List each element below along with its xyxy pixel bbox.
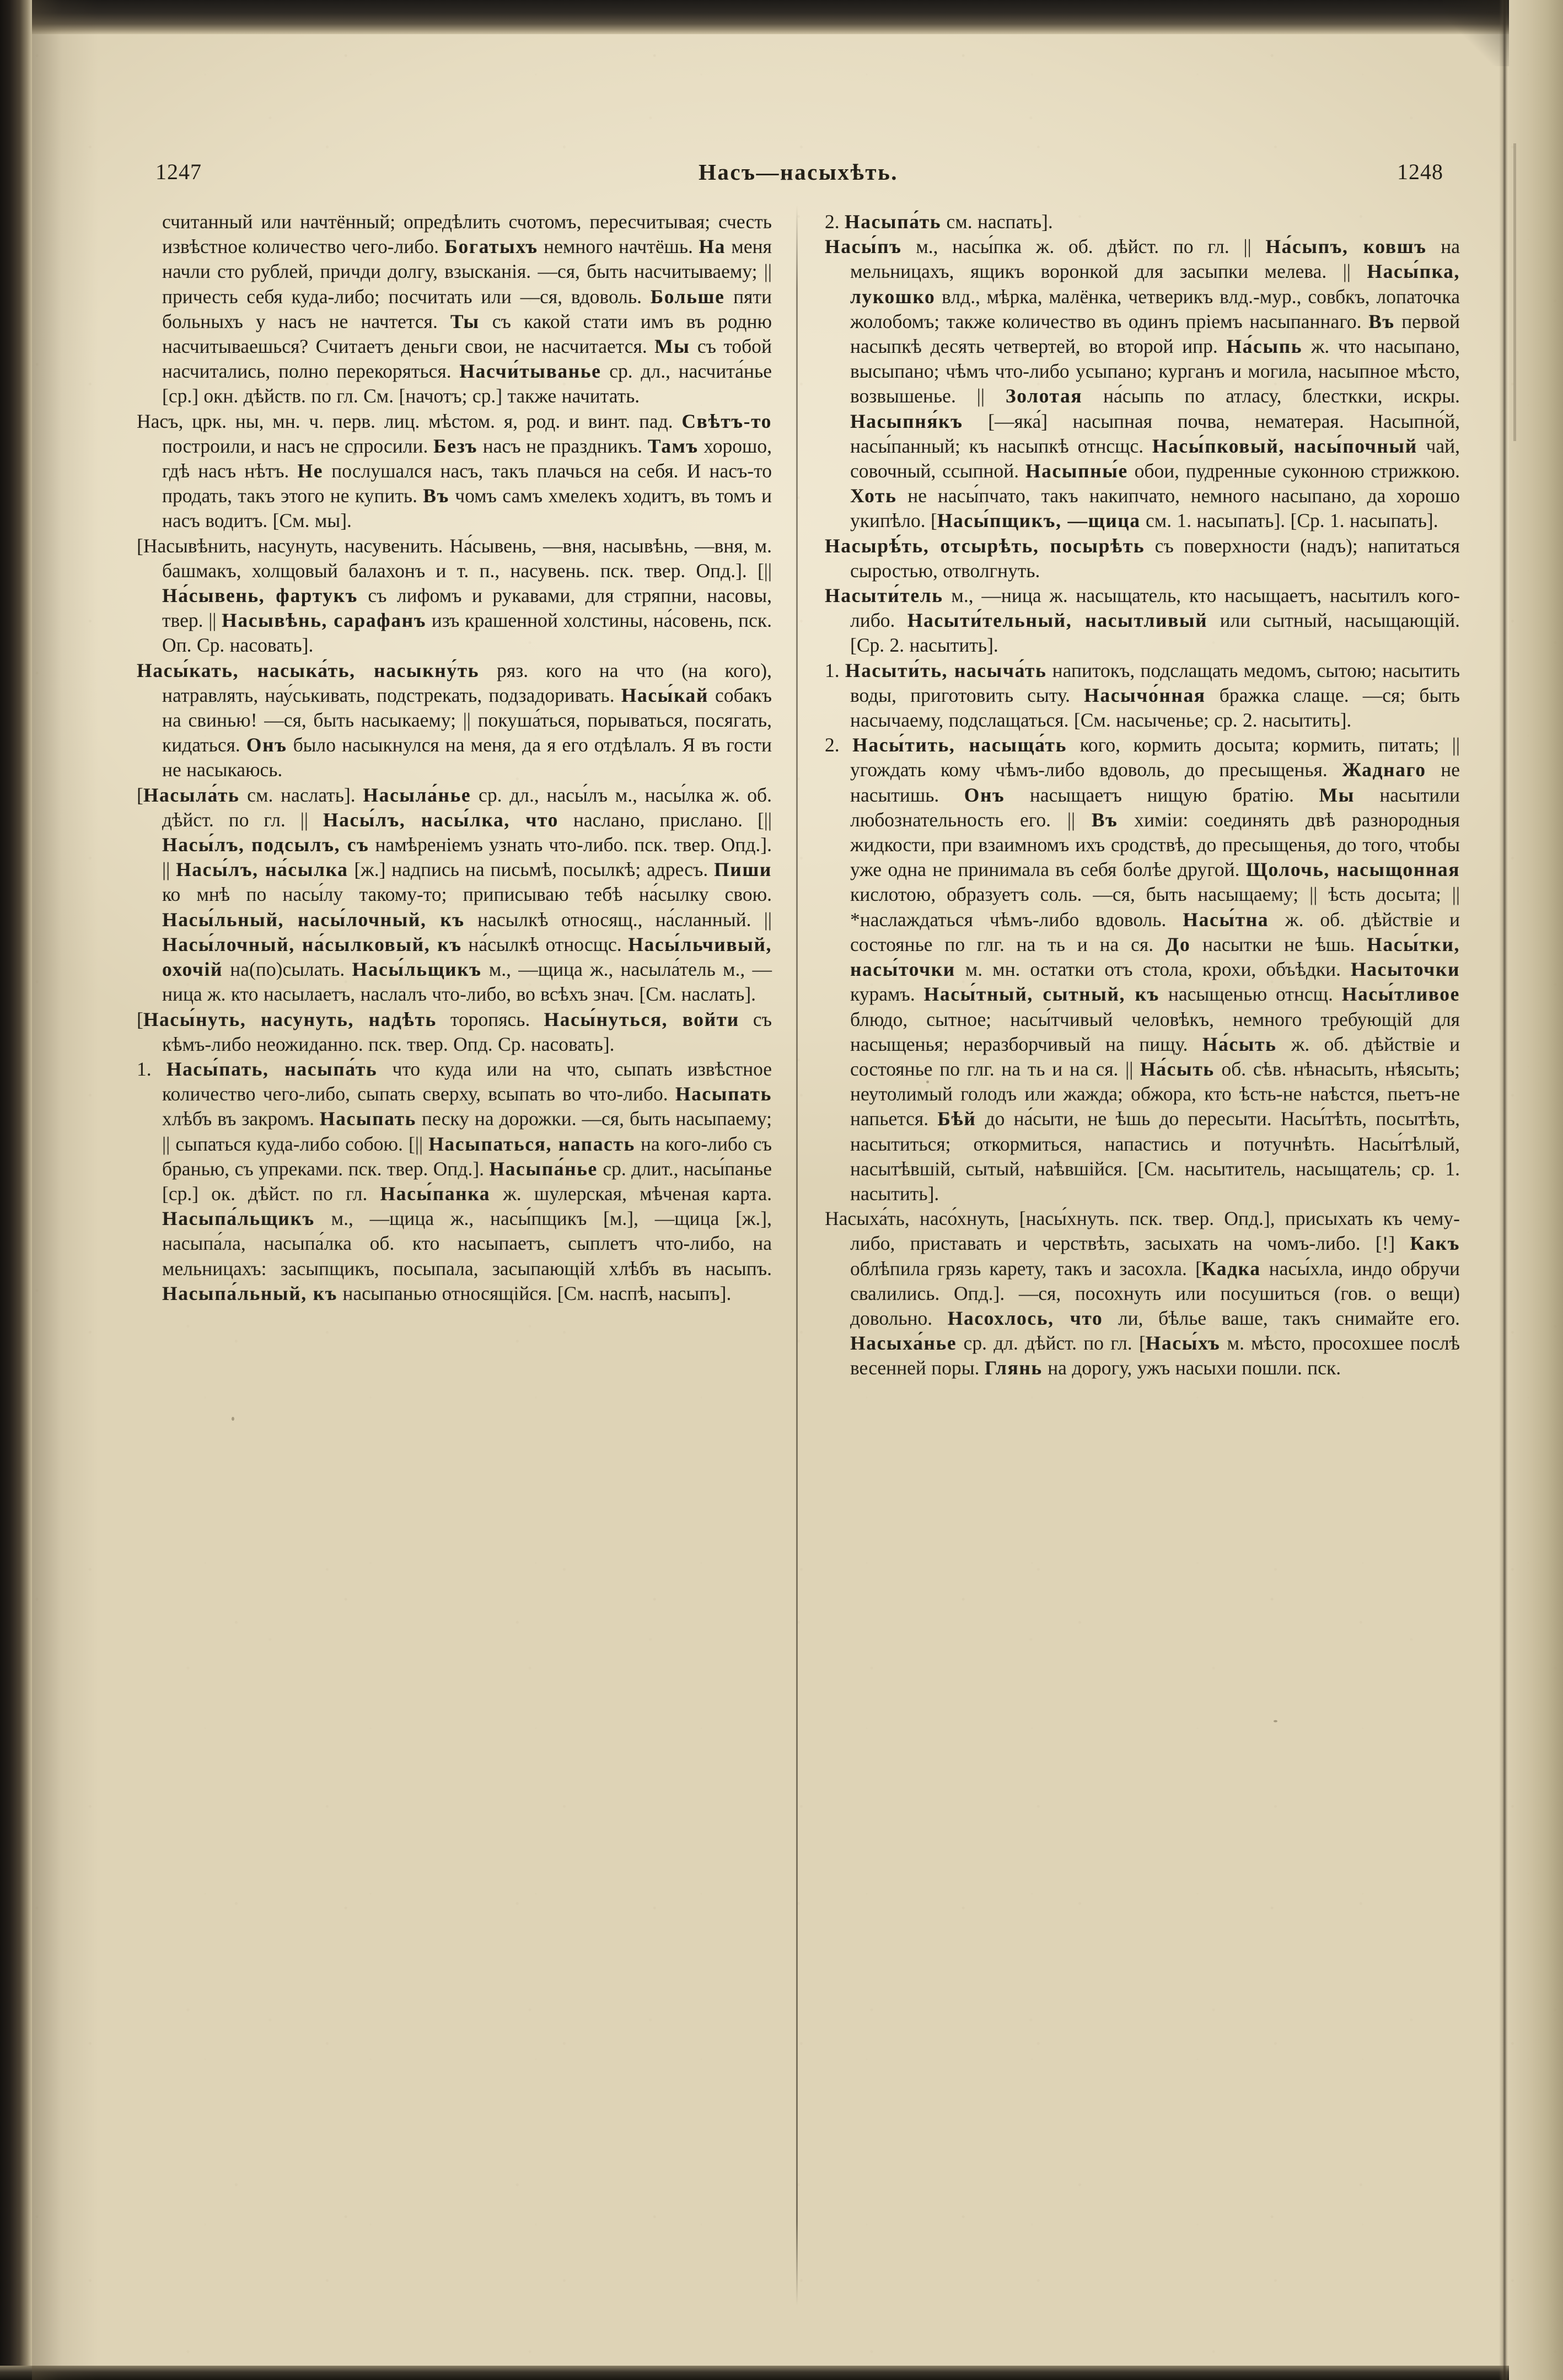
left-column — [137, 209, 772, 1381]
gutter-shadow-left — [32, 0, 98, 2380]
page-corner-shadow — [1443, 0, 1509, 66]
book-fore-edge — [1509, 0, 1563, 2380]
dictionary-entry: [Насыла́ть см. наслать]. Насыла́нье ср. дл., насы́лъ м., насы́лка ж. об. дѣйст. по гл. || Насы́лъ, насы́лка, что наслано, прислано. [|| Насы́лъ, подсылъ, съ намѣреніемъ узнать что-либо. пск. твер. Опд.]. || Насы́лъ, на́сылка [ж.] надпись на письмѣ, посылкѣ; адресъ. Пиши ко мнѣ по насы́лу такому-то; приписываю тебѣ на́сылку свою. Насы́льный, насы́лочный, къ насылкѣ относящ., на́сланный. || Насы́лочный, на́сылковый, къ на́сылкѣ относщс. Насы́льчивый, охочій на(по)сылать. Насы́льщикъ м., —щица ж., насыла́тель м., —ница ж. кто насылаетъ, наслалъ что-либо, во всѣхъ знач. [См. наслать]. — [137, 783, 772, 1006]
paper-speck — [1274, 1720, 1277, 1722]
book-top-edge — [0, 0, 1563, 34]
dictionary-entry: Насы́пъ м., насы́пка ж. об. дѣйст. по гл. || На́сыпъ, ковшъ на мельницахъ, ящикъ воронкой для засыпки мелева. || Насы́пка, лукошко влд., мѣрка, малёнка, четверикъ влд.-мур., совбкъ, лопаточка жолобомъ; также количество въ одинъ пріемъ насыпаннаго. Въ первой насыпкѣ десять четвертей, во второй ипр. На́сыпь ж. что насыпано, высыпано; чѣмъ что-либо усыпано; курганъ и могила, насыпное мѣсто, возвышенье. || Золотая на́сыпь по атласу, блесткки, искры. Насыпня́къ [—яка́] насыпная почва, нематерая. Насыпно́й, насы́панный; къ насыпкѣ отнсщс. Насы́пковый, насы́почный чай, совочный, ссыпной. Насыпны́е обои, пудренные суконною стрижкою. Хоть не насы́пчато, такъ накипчато, немного насыпано, да хорошо укипѣло. [Насы́пщикъ, —щица см. 1. насыпать]. [Ср. 1. насыпать]. — [825, 235, 1460, 532]
folio-right: 1248 — [1397, 159, 1443, 184]
book-bottom-edge — [0, 2366, 1563, 2380]
two-column-body — [137, 209, 1460, 1381]
dictionary-entry: Насы́кать, насыка́ть, насыкну́ть ряз. кого на что (на кого), натравлять, нау́ськивать, подстрекать, подзадоривать. Насы́кай собакъ на свинью! —ся, быть насыкаему; || покуша́ться, порываться, посягать, кидаться. Онъ было насыкнулся на меня, да я его отдѣлалъ. Я въ гости не насыкаюсь. — [137, 659, 772, 781]
paper-speck — [232, 1417, 234, 1421]
dictionary-entry: [Насы́нуть, насунуть, надѣть торопясь. Насы́нуться, войти съ кѣмъ-либо неожиданно. пск. твер. Опд. Ср. насовать]. — [137, 1008, 772, 1055]
book-spine-edge — [0, 0, 32, 2380]
dictionary-entry: 2. Насыпа́ть см. наспать]. — [825, 211, 1053, 233]
column-rule — [796, 205, 798, 2306]
folio-left: 1247 — [155, 159, 202, 184]
dictionary-entry: 1. Насыти́ть, насыча́ть напитокъ, подслащать медомъ, сытою; насытить воды, приготовить сыту. Насычо́нная бражка слаще. —ся; быть насычаему, подслащаться. [См. насыченье; ср. 2. насытить]. — [825, 659, 1460, 732]
dictionary-entry: считанный или начтённый; опредѣлить счотомъ, пересчитывая; счесть извѣстное количество чего-либо. Богатыхъ немного начтёшь. На меня начли сто рублей, причди долгу, взысканія. —ся, быть насчитываему; || причесть себя куда-либо; посчитать или —ся, вдоволь. Больше пяти больныхъ у насъ не начтется. Ты съ какой стати имъ въ родню насчитываешься? Считаетъ деньги свои, не насчитается. Мы съ тобой насчитались, полно перекоряться. Насчи́тыванье ср. дл., насчита́нье [ср.] окн. дѣйств. по гл. См. [начотъ; ср.] также начитать. — [162, 211, 772, 407]
dictionary-entry: [Насывѣнить, насунуть, насувенить. На́сывень, —вня, насывѣнь, —вня, м. башмакъ, холщовый балахонъ и т. п., насувень. пск. твер. Опд.]. [|| На́сывень, фартукъ съ лифомъ и рукавами, для стряпни, насовы, твер. || Насывѣнь, сарафанъ изъ крашенной холстины, на́совень, пск. Оп. Ср. насовать]. — [137, 534, 772, 657]
dictionary-entry: Насырѣ́ть, отсырѣть, посырѣть съ поверхности (надъ); напитаться сыростью, отволгнуть. — [825, 534, 1460, 582]
running-title: Насъ—насыхѣть. — [699, 159, 898, 185]
page-text-block — [137, 154, 1460, 1381]
dictionary-entry: 2. Насы́тить, насыща́ть кого, кормить досыта; кормить, питать; || угождать кому чѣмъ-либо вдоволь, до пресыщенья. Жаднаго не насытишь. Онъ насыщаетъ нищую братію. Мы насытили любознательность его. || Въ химіи: соединять двѣ разнородныя жидкости, при взаимномъ ихъ сродствѣ, до пресыщенья, до того, чтобы уже одна не принимала въ себя болѣе другой. Щолочь, насыщонная кислотою, образуетъ соль. —ся, быть насыщаему; || ѣсть досыта; || *наслаждаться чѣмъ-либо вдоволь. Насы́тна ж. об. дѣйствіе и состоянье по глг. на ть и на ся. До насытки не ѣшь. Насы́тки, насы́точки м. мн. остатки отъ стола, крохи, объѣдки. Насыточки курамъ. Насы́тный, сытный, къ насыщенью отнсщ. Насы́тливое блюдо, сытное; насы́тчивый человѣкъ, немного требующій для насыщенья; неразборчивый на пищу. На́сыть ж. об. дѣйствіе и состоянье по глг. на ть и на ся. || На́сыть об. сѣв. нѣнасыть, нѣясыть; неутолимый голодъ или жажда; обжора, кто ѣсть-не наѣстся, пьетъ-не напьется. Бѣй до на́сыти, не ѣшь до пересыти. Насы́тѣть, посытѣть, насытиться; откормиться, напастись и потучнѣть. Насы́тѣлый, насытѣвшій, сытый, наѣвшійся. [См. насытитель, насыщатель; ср. 1. насытить]. — [825, 734, 1460, 1205]
dictionary-entry: Насъ, црк. ны, мн. ч. перв. лиц. мѣстом. я, род. и винт. пад. Свѣтъ-то построили, и насъ не спросили. Безъ насъ не праздникъ. Тамъ хорошо, гдѣ насъ нѣтъ. Не послушался насъ, такъ плачься на себя. И насъ-то продать, такъ этого не купить. Въ чомъ самъ хмелекъ ходитъ, въ томъ и насъ водитъ. [См. мы]. — [137, 410, 772, 532]
dictionary-entry: Насыти́тель м., —ница ж. насыщатель, кто насыщаетъ, насытилъ кого-либо. Насыти́тельный, насытливый или сытный, насыщающій. [Ср. 2. насытить]. — [825, 584, 1460, 657]
dictionary-entry: Насыха́ть, насо́хнуть, [насы́хнуть. пск. твер. Опд.], присыхать къ чему-либо, приставать и черствѣть, засыхать на чомъ-либо. [!] Какъ облѣпила грязь карету, такъ и засохла. [Кадка насы́хла, индо обручи свалились. Опд.]. —ся, посохнуть или посушиться (гов. о вещи) довольно. Насохлось, что ли, бѣлье ваше, такъ снимайте его. Насыха́нье ср. дл. дѣйст. по гл. [Насы́хъ м. мѣсто, просохшее послѣ весенней поры. Глянь на дорогу, ужъ насыхи пошли. пск. — [825, 1207, 1460, 1379]
page-gutter — [1499, 0, 1509, 2380]
right-column — [825, 209, 1460, 1381]
running-head — [137, 154, 1460, 197]
dictionary-entry: 1. Насы́пать, насыпа́ть что куда или на что, сыпать извѣстное количество чего-либо, сыпать сверху, всыпать во что-либо. Насыпать хлѣбъ въ закромъ. Насыпать песку на дорожки. —ся, быть насыпаему; || сыпаться куда-либо собою. [|| Насыпаться, напасть на кого-либо съ бранью, съ упреками. пск. твер. Опд.]. Насыпа́нье ср. длит., насы́панье [ср.] ок. дѣйст. по гл. Насы́панка ж. шулерская, мѣченая карта. Насыпа́льщикъ м., —щица ж., насы́пщикъ [м.], —щица [ж.], насыпа́ла, насыпа́лка об. кто насыпаетъ, сыплетъ что-либо, на мельницахъ: засыпщикъ, посыпала, засыпающій хлѣбъ въ насыпъ. Насыпа́льный, къ насыпанью относящійся. [См. наспѣ, насыпъ]. — [137, 1057, 772, 1304]
